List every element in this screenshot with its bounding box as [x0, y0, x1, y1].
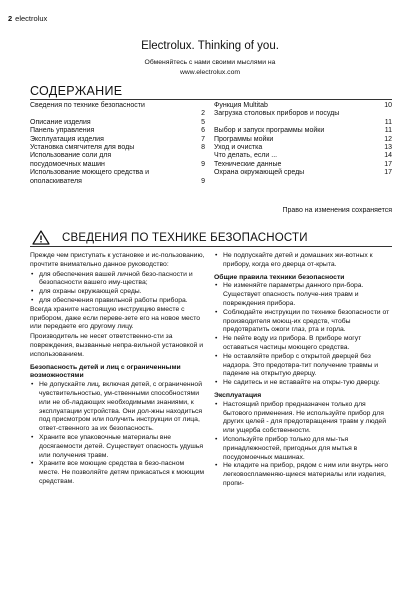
warning-icon [32, 230, 50, 245]
safety-left-column [30, 252, 206, 487]
list-item: • для охраны окружающей среды. [30, 288, 206, 297]
toc-entry-page: 9 [201, 160, 205, 168]
toc-entry-page [195, 169, 205, 177]
toc-entry[interactable] [30, 169, 205, 177]
toc-entry[interactable] [30, 144, 205, 152]
list-item: • Не кладите на прибор, рядом с ним или внутрь него легковоспламеняю-щиеся материалы или изделия, пропи- [214, 462, 392, 488]
paragraph: Производитель не несет ответственно-сти за повреждения, вызванные непра-вильной установкой и использованием. [30, 333, 204, 358]
page-number: 2 [8, 14, 13, 23]
list-item: • Храните все упаковочные материалы вне досягаемости детей. Существует опасность удушья или получения травм. [30, 434, 206, 460]
list-item: • для обеспечения вашей личной безо-пасности и безопасности вашего иму-щества; [30, 271, 206, 289]
toc-entry[interactable] [30, 136, 205, 144]
toc-entry-title: Эксплуатация изделия [30, 135, 104, 143]
toc-entry-page [195, 152, 205, 160]
toc-entry-page: 9 [201, 177, 205, 185]
toc-entry-title: Выбор и запуск программы мойки [214, 127, 325, 135]
list-item: • Храните все моющие средства в безо-пасном месте. Не позволяйте детям прикасаться к моющим средствам. [30, 460, 206, 486]
toc-entry-page: 17 [384, 169, 392, 177]
toc-entry[interactable] [214, 127, 392, 135]
contents-divider [30, 99, 392, 100]
toc-entry[interactable] [214, 136, 392, 144]
toc-entry[interactable] [30, 161, 205, 169]
toc-entry-title: Программы мойки [214, 135, 274, 143]
toc-entry-page: 14 [384, 152, 392, 160]
toc-entry-page: 12 [384, 135, 392, 143]
toc-entry[interactable] [30, 127, 205, 135]
section-heading: Общие правила техники безопасности [214, 273, 345, 281]
toc-entry-title: Технические данные [214, 160, 282, 168]
continued-list [214, 252, 392, 270]
list-item: • Не оставляйте прибор с открытой дверцей без надзора. Это предотвра-тит получение травмы и падение на открытую дверцу. [214, 353, 392, 379]
toc-entry-page: 7 [201, 135, 205, 143]
toc-entry[interactable] [214, 144, 392, 152]
toc-entry-title: Уход и очистка [214, 144, 263, 152]
toc-entry-page: 11 [384, 118, 392, 126]
list-item: • для обеспечения правильной работы прибора. [30, 297, 206, 306]
brand-tagline: Electrolux. Thinking of you. [141, 40, 279, 52]
toc-entry-page: 13 [384, 144, 392, 152]
toc-right-column [214, 102, 392, 178]
toc-entry[interactable] [30, 152, 205, 160]
toc-entry-title: Использование моющего средства и [30, 169, 150, 177]
list-item: • Не изменяйте параметры данного при-бора. Существует опасность получе-ния травм и повреждения прибора. [214, 282, 392, 308]
list-item: • Не подпускайте детей и домашних жи-вотных к прибору, когда его дверца от-крыта. [214, 252, 392, 270]
safety-section-header [30, 230, 392, 247]
toc-entry-title: Описание изделия [30, 118, 91, 126]
toc-entry[interactable] [214, 169, 392, 177]
toc-left-column [30, 102, 205, 186]
toc-entry-page: 5 [201, 118, 205, 126]
section-heading: Эксплуатация [214, 391, 262, 399]
toc-entry-title: Охрана окружающей среды [214, 169, 305, 177]
list-item: • Используйте прибор только для мы-тья принадлежностей, пригодных для мытья в посудомоечных машинах. [214, 436, 392, 462]
toc-entry-title: Функция Multitab [214, 102, 268, 109]
safety-title: СВЕДЕНИЯ ПО ТЕХНИКЕ БЕЗОПАСНОСТИ [62, 232, 308, 244]
toc-entry-page: 2 [201, 110, 205, 118]
brand-name: electrolux [15, 14, 48, 23]
toc-entry-title: ополаскивателя [30, 177, 82, 185]
toc-entry-page: 8 [201, 144, 205, 152]
toc-entry-title: Использование соли для [30, 152, 112, 160]
share-thoughts-text: Обменяйтесь с нами своими мыслями на [144, 59, 276, 66]
child-safety-list [30, 381, 206, 487]
general-safety-list [214, 282, 392, 388]
toc-entry-page: 11 [384, 127, 392, 135]
page-header [8, 14, 47, 23]
toc-entry-page: 17 [384, 160, 392, 168]
section-heading: Безопасность детей и лиц с ограниченными возможностями [30, 363, 181, 380]
toc-entry[interactable] [214, 152, 392, 160]
contents-title: СОДЕРЖАНИЕ [30, 84, 123, 98]
list-item: • Не садитесь и не вставайте на откры-тую дверцу. [214, 379, 392, 388]
toc-entry-title: Установка смягчителя для воды [30, 144, 135, 152]
list-item: • Настоящий прибор предназначен только для бытового применения. Не используйте прибор для других целей - для предотвращения травм у людей или ущерба собственности. [214, 401, 392, 436]
intro-text: Прежде чем приступать к установке и ис-пользованию, прочтите внимательно данное руководство: [30, 252, 205, 268]
toc-entry-page: 10 [384, 102, 392, 109]
list-item: • Соблюдайте инструкции по технике безопасности от производителя моющ-их средств, чтобы предотвратить ожоги глаз, рта и горла. [214, 309, 392, 335]
toc-entry-title: Загрузка столовых приборов и посуды [214, 110, 340, 118]
rights-note: Право на изменения сохраняется [282, 207, 392, 214]
toc-entry[interactable] [30, 119, 205, 127]
toc-entry[interactable] [30, 102, 205, 119]
toc-entry-title: Панель управления [30, 127, 95, 135]
toc-entry[interactable] [214, 161, 392, 169]
toc-entry[interactable] [214, 110, 392, 127]
operation-list [214, 401, 392, 489]
intro-list [30, 271, 206, 306]
toc-entry-title: Сведения по технике безопасности [30, 102, 145, 109]
safety-right-column [214, 252, 392, 489]
list-item: • Не допускайте лиц, включая детей, с ограниченной чувствительностью, ум-ственными способностями или не об-ладающих необходимыми знаниями, к эксплуатации устройства. Они дол-жны находиться под присмотром или получить инструкции от лица, ответ-ственного за их безопасность. [30, 381, 206, 434]
toc-entry-title: Что делать, если ... [214, 152, 278, 160]
brand-subline [0, 58, 420, 77]
toc-entry[interactable] [30, 178, 205, 186]
paragraph: Всегда храните настоящую инструкцию вместе с прибором, даже если переве-зете его на новое место или передаете его другому лицу. [30, 305, 201, 331]
list-item: • Не пейте воду из прибора. В приборе могут оставаться частицы моющего средства. [214, 335, 392, 353]
website-link[interactable]: www.electrolux.com [179, 68, 241, 76]
toc-entry-title: посудомоечных машин [30, 160, 105, 168]
toc-entry-page: 6 [201, 127, 205, 135]
